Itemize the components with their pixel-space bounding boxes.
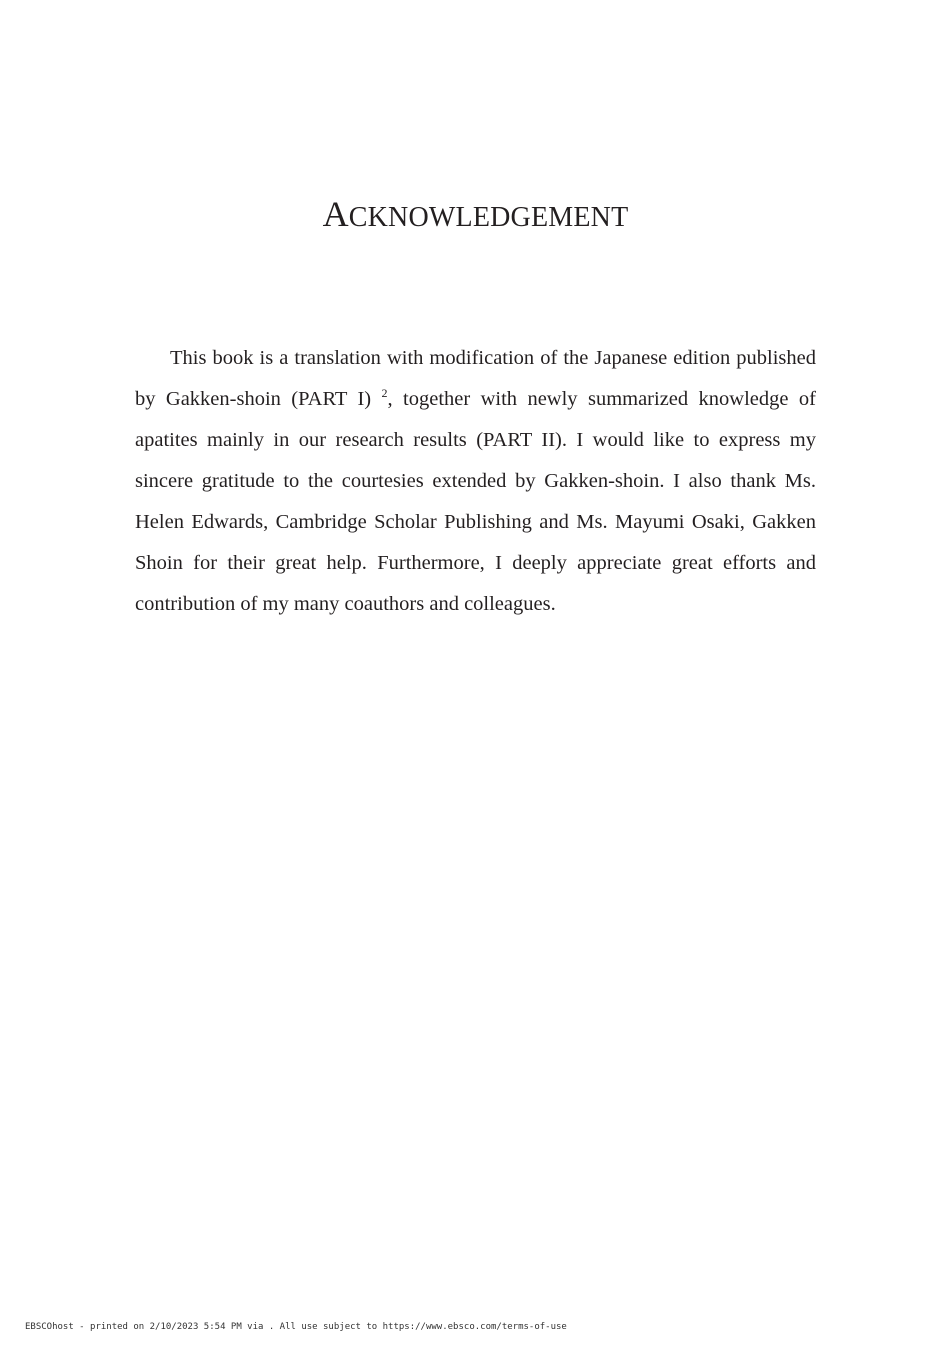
acknowledgement-paragraph bbox=[135, 338, 816, 625]
page-title bbox=[0, 190, 951, 242]
paragraph-text-part2: , together with newly summarized knowledge of apatites mainly in our research results (PART II). I would like to express my sincere gratitude to the courtesies extended by Gakken-shoin. I also thank Ms. Helen Edwards, Cambridge Scholar Publishing and Ms. Mayumi Osaki, Gakken Shoin for their great help. Furthermore, I deeply appreciate great efforts and contribution of my many coauthors and colleagues. bbox=[135, 388, 816, 615]
footnote-reference[interactable]: 2 bbox=[381, 386, 388, 400]
title-rest: CKNOWLEDGEMENT bbox=[348, 202, 629, 233]
print-footer: EBSCOhost - printed on 2/10/2023 5:54 PM via . All use subject to https://www.ebsco.com/terms-of-use bbox=[25, 1322, 567, 1332]
title-initial: A bbox=[322, 194, 349, 234]
paragraph-text-part1: This book is a translation with modification of the Japanese edition published by Gakken-shoin (PART I) bbox=[135, 347, 816, 410]
